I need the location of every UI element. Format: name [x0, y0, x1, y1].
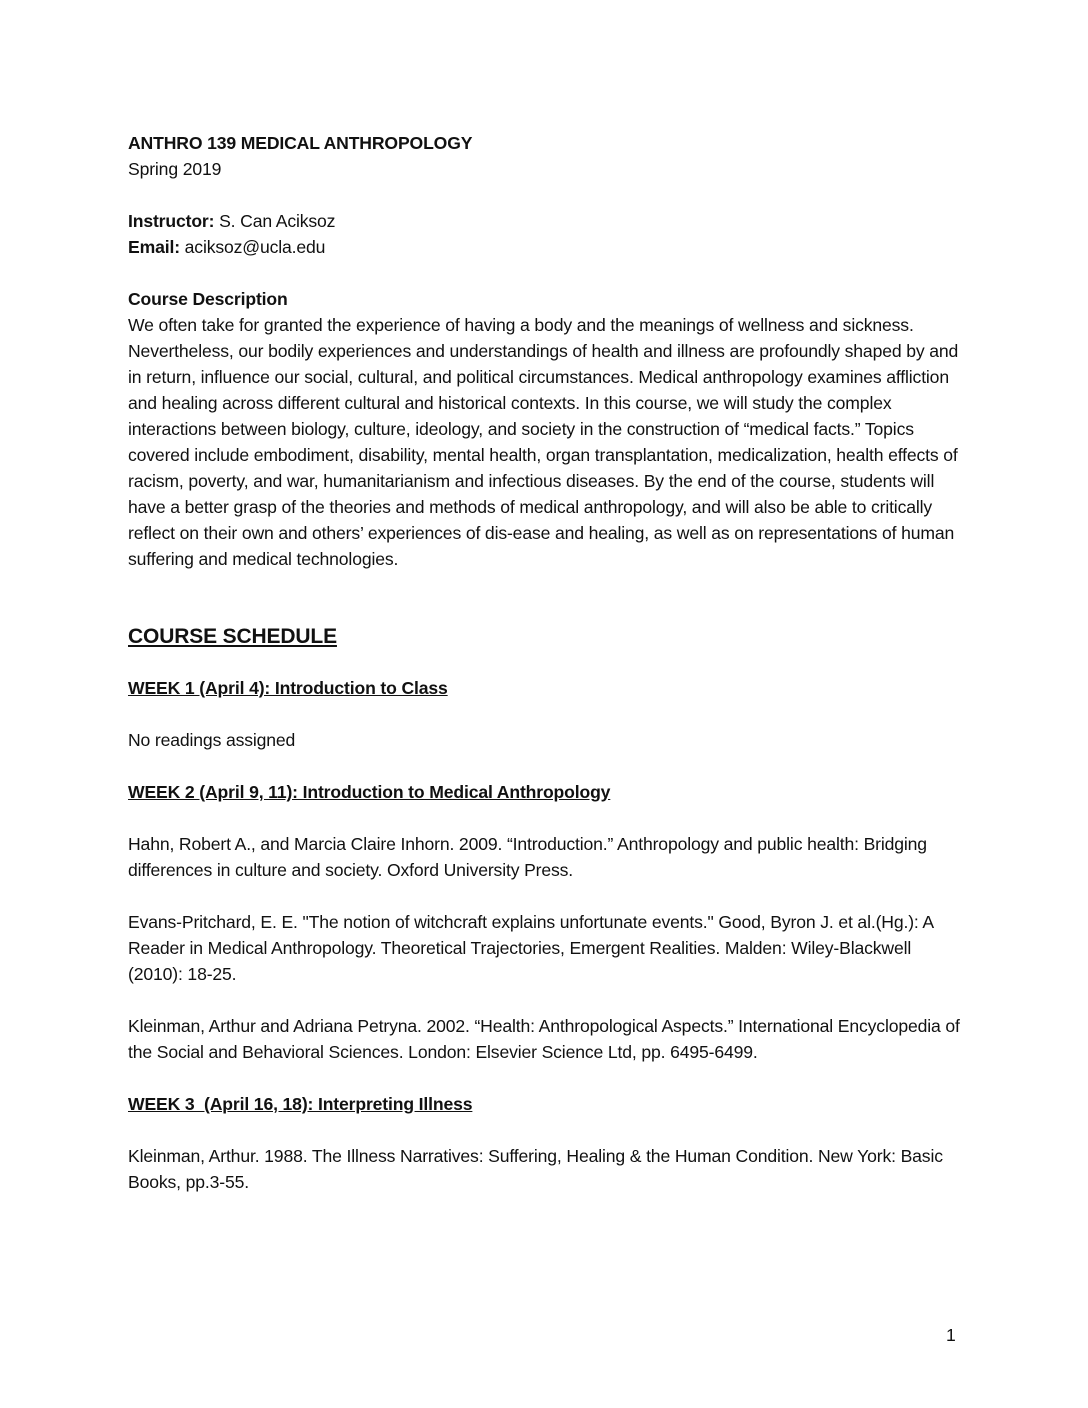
email-line	[128, 234, 963, 260]
week-2-heading: WEEK 2 (April 9, 11): Introduction to Medical Anthropology	[128, 782, 611, 802]
week-3-reading-1: Kleinman, Arthur. 1988. The Illness Narratives: Suffering, Healing & the Human Condition. New York: Basic Books, pp.3-55.	[128, 1146, 943, 1192]
syllabus-content	[128, 130, 963, 1195]
email-label: Email:	[128, 237, 180, 257]
page-number: 1	[946, 1325, 956, 1345]
week-2-reading-2: Evans-Pritchard, E. E. "The notion of witchcraft explains unfortunate events." Good, Byron J. et al.(Hg.): A Reader in Medical Anthropology. Theoretical Trajectories, Emergent Realities. Malden: Wiley-Blackwell (2010): 18-25.	[128, 912, 934, 984]
week-3-heading: WEEK 3 (April 16, 18): Interpreting Illness	[128, 1094, 473, 1114]
schedule-heading: COURSE SCHEDULE	[128, 625, 337, 648]
week-2-reading-3: Kleinman, Arthur and Adriana Petryna. 2002. “Health: Anthropological Aspects.” International Encyclopedia of the Social and Behavioral Sciences. London: Elsevier Science Ltd, pp. 6495-6499.	[128, 1016, 960, 1062]
week-2-reading-1: Hahn, Robert A., and Marcia Claire Inhorn. 2009. “Introduction.” Anthropology and public health: Bridging differences in culture and society. Oxford University Press.	[128, 834, 927, 880]
week-1-heading: WEEK 1 (April 4): Introduction to Class	[128, 678, 448, 698]
description-heading: Course Description	[128, 289, 288, 309]
instructor-name: S. Can Aciksoz	[219, 211, 336, 231]
week-1-reading: No readings assigned	[128, 730, 296, 750]
instructor-label: Instructor:	[128, 211, 215, 231]
course-title: ANTHRO 139 MEDICAL ANTHROPOLOGY	[128, 133, 473, 153]
email-value: aciksoz@ucla.edu	[184, 237, 326, 257]
course-term: Spring 2019	[128, 159, 222, 179]
description-body: We often take for granted the experience of having a body and the meanings of wellness and sickness. Nevertheless, our bodily experiences and understandings of health and illness are profoundly shaped by and in return, influence our social, cultural, and political circumstances. Medical anthropology examines affliction and healing across different cultural and historical contexts. In this course, we will study the complex interactions between biology, culture, ideology, and society in the construction of “medical facts.” Topics covered include embodiment, disability, mental health, organ transplantation, medicalization, health effects of racism, poverty, and war, humanitarianism and infectious diseases. By the end of the course, students will have a better grasp of the theories and methods of medical anthropology, and will also be able to critically reflect on their own and others’ experiences of dis-ease and healing, as well as on representations of human suffering and medical technologies.	[128, 315, 959, 569]
instructor-line	[128, 208, 963, 234]
